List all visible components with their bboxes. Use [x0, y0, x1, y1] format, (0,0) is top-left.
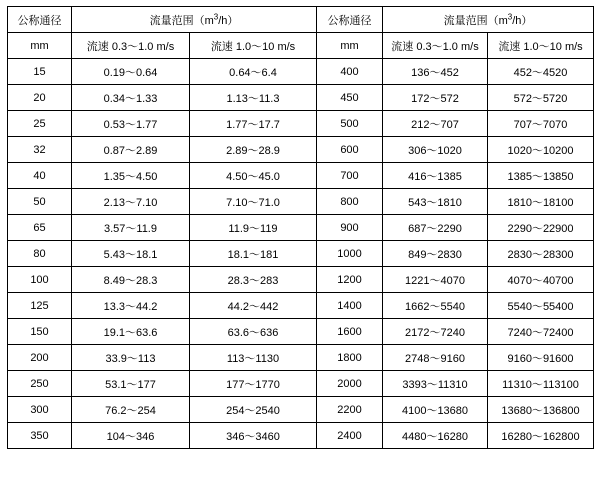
cell-flow-left-high: 0.64～6.4 [190, 59, 317, 85]
cell-flow-right-low: 2748～9160 [383, 345, 488, 371]
cell-nominal-diameter-right: 1400 [317, 293, 383, 319]
cell-flow-left-high: 28.3～283 [190, 267, 317, 293]
cell-nominal-diameter-left: 25 [8, 111, 72, 137]
table-row [8, 85, 594, 111]
subheader-velocity-left-high: 流速 1.0～10 m/s [190, 33, 317, 59]
cell-nominal-diameter-left: 200 [8, 345, 72, 371]
cell-nominal-diameter-left: 65 [8, 215, 72, 241]
cell-nominal-diameter-left: 125 [8, 293, 72, 319]
table-row [8, 345, 594, 371]
header-nominal-diameter-right: 公称通径 [317, 7, 383, 33]
cell-nominal-diameter-left: 15 [8, 59, 72, 85]
cell-nominal-diameter-right: 400 [317, 59, 383, 85]
table-row [8, 215, 594, 241]
header-flow-range-left [72, 7, 317, 33]
cell-nominal-diameter-left: 150 [8, 319, 72, 345]
cell-flow-left-low: 0.19～0.64 [72, 59, 190, 85]
cell-flow-right-low: 4480～16280 [383, 423, 488, 449]
cell-flow-left-low: 1.35～4.50 [72, 163, 190, 189]
cell-flow-left-low: 104～346 [72, 423, 190, 449]
header-flow-range-right-sup: 3 [507, 11, 513, 21]
cell-flow-left-high: 1.77～17.7 [190, 111, 317, 137]
cell-nominal-diameter-right: 800 [317, 189, 383, 215]
cell-flow-left-low: 53.1～177 [72, 371, 190, 397]
cell-flow-right-low: 1662～5540 [383, 293, 488, 319]
cell-flow-left-high: 113～1130 [190, 345, 317, 371]
cell-flow-left-high: 177～1770 [190, 371, 317, 397]
cell-nominal-diameter-left: 32 [8, 137, 72, 163]
cell-flow-right-high: 1810～18100 [488, 189, 594, 215]
cell-flow-right-low: 172～572 [383, 85, 488, 111]
table-row [8, 189, 594, 215]
cell-nominal-diameter-right: 900 [317, 215, 383, 241]
cell-flow-left-low: 0.53～1.77 [72, 111, 190, 137]
cell-nominal-diameter-right: 1000 [317, 241, 383, 267]
cell-nominal-diameter-right: 500 [317, 111, 383, 137]
cell-flow-left-low: 0.34～1.33 [72, 85, 190, 111]
cell-flow-right-high: 2830～28300 [488, 241, 594, 267]
table-row [8, 319, 594, 345]
table-subheader-row [8, 33, 594, 59]
cell-flow-right-low: 3393～11310 [383, 371, 488, 397]
header-flow-range-right-tail: /h） [512, 14, 533, 27]
subheader-velocity-left-low: 流速 0.3～1.0 m/s [72, 33, 190, 59]
table-row [8, 163, 594, 189]
cell-flow-left-low: 19.1～63.6 [72, 319, 190, 345]
cell-flow-right-low: 543～1810 [383, 189, 488, 215]
subheader-velocity-right-low: 流速 0.3～1.0 m/s [383, 33, 488, 59]
cell-nominal-diameter-right: 1600 [317, 319, 383, 345]
cell-nominal-diameter-right: 600 [317, 137, 383, 163]
cell-flow-left-low: 2.13～7.10 [72, 189, 190, 215]
subheader-velocity-right-high: 流速 1.0～10 m/s [488, 33, 594, 59]
table-row [8, 267, 594, 293]
cell-flow-left-high: 346～3460 [190, 423, 317, 449]
cell-nominal-diameter-right: 2200 [317, 397, 383, 423]
cell-flow-left-high: 63.6～636 [190, 319, 317, 345]
table-row [8, 423, 594, 449]
header-flow-range-left-tail: /h） [218, 14, 239, 27]
table-row [8, 293, 594, 319]
cell-nominal-diameter-right: 2000 [317, 371, 383, 397]
cell-nominal-diameter-right: 450 [317, 85, 383, 111]
cell-flow-left-low: 5.43～18.1 [72, 241, 190, 267]
cell-flow-right-high: 1385～13850 [488, 163, 594, 189]
cell-flow-right-low: 212～707 [383, 111, 488, 137]
cell-flow-right-high: 16280～162800 [488, 423, 594, 449]
cell-flow-right-high: 452～4520 [488, 59, 594, 85]
table-row [8, 241, 594, 267]
cell-flow-right-high: 9160～91600 [488, 345, 594, 371]
cell-flow-right-low: 416～1385 [383, 163, 488, 189]
table-row [8, 111, 594, 137]
cell-flow-right-low: 4100～13680 [383, 397, 488, 423]
cell-nominal-diameter-left: 100 [8, 267, 72, 293]
subheader-unit-left: mm [8, 33, 72, 59]
cell-flow-left-low: 33.9～113 [72, 345, 190, 371]
cell-flow-left-high: 2.89～28.9 [190, 137, 317, 163]
cell-nominal-diameter-left: 250 [8, 371, 72, 397]
header-flow-range-right [383, 7, 594, 33]
flow-range-table [7, 6, 594, 449]
cell-flow-right-low: 849～2830 [383, 241, 488, 267]
table-header-row [8, 7, 594, 33]
cell-flow-left-low: 76.2～254 [72, 397, 190, 423]
cell-flow-left-low: 3.57～11.9 [72, 215, 190, 241]
cell-nominal-diameter-left: 50 [8, 189, 72, 215]
cell-flow-left-high: 254～2540 [190, 397, 317, 423]
cell-flow-left-low: 0.87～2.89 [72, 137, 190, 163]
cell-flow-right-low: 687～2290 [383, 215, 488, 241]
cell-nominal-diameter-left: 40 [8, 163, 72, 189]
table-row [8, 59, 594, 85]
table-row [8, 397, 594, 423]
cell-flow-right-high: 707～7070 [488, 111, 594, 137]
cell-nominal-diameter-left: 20 [8, 85, 72, 111]
cell-flow-left-low: 8.49～28.3 [72, 267, 190, 293]
cell-flow-right-low: 306～1020 [383, 137, 488, 163]
cell-nominal-diameter-right: 1200 [317, 267, 383, 293]
header-flow-range-left-sup: 3 [213, 11, 219, 21]
cell-nominal-diameter-right: 2400 [317, 423, 383, 449]
cell-flow-left-high: 18.1～181 [190, 241, 317, 267]
cell-flow-left-high: 44.2～442 [190, 293, 317, 319]
cell-flow-right-low: 136～452 [383, 59, 488, 85]
header-flow-range-left-text: 流量范围（m [149, 14, 214, 27]
subheader-unit-right: mm [317, 33, 383, 59]
cell-nominal-diameter-left: 300 [8, 397, 72, 423]
cell-nominal-diameter-left: 350 [8, 423, 72, 449]
cell-nominal-diameter-right: 700 [317, 163, 383, 189]
cell-flow-left-high: 7.10～71.0 [190, 189, 317, 215]
header-flow-range-right-text: 流量范围（m [443, 14, 508, 27]
cell-flow-right-high: 4070～40700 [488, 267, 594, 293]
header-nominal-diameter-left: 公称通径 [8, 7, 72, 33]
cell-flow-right-high: 7240～72400 [488, 319, 594, 345]
cell-nominal-diameter-left: 80 [8, 241, 72, 267]
cell-flow-right-high: 5540～55400 [488, 293, 594, 319]
cell-flow-right-high: 13680～136800 [488, 397, 594, 423]
cell-flow-right-low: 2172～7240 [383, 319, 488, 345]
table-row [8, 137, 594, 163]
cell-flow-right-high: 1020～10200 [488, 137, 594, 163]
cell-flow-left-high: 11.9～119 [190, 215, 317, 241]
cell-flow-left-high: 1.13～11.3 [190, 85, 317, 111]
cell-nominal-diameter-right: 1800 [317, 345, 383, 371]
cell-flow-left-low: 13.3～44.2 [72, 293, 190, 319]
cell-flow-left-high: 4.50～45.0 [190, 163, 317, 189]
cell-flow-right-low: 1221～4070 [383, 267, 488, 293]
cell-flow-right-high: 572～5720 [488, 85, 594, 111]
cell-flow-right-high: 2290～22900 [488, 215, 594, 241]
cell-flow-right-high: 11310～113100 [488, 371, 594, 397]
table-row [8, 371, 594, 397]
